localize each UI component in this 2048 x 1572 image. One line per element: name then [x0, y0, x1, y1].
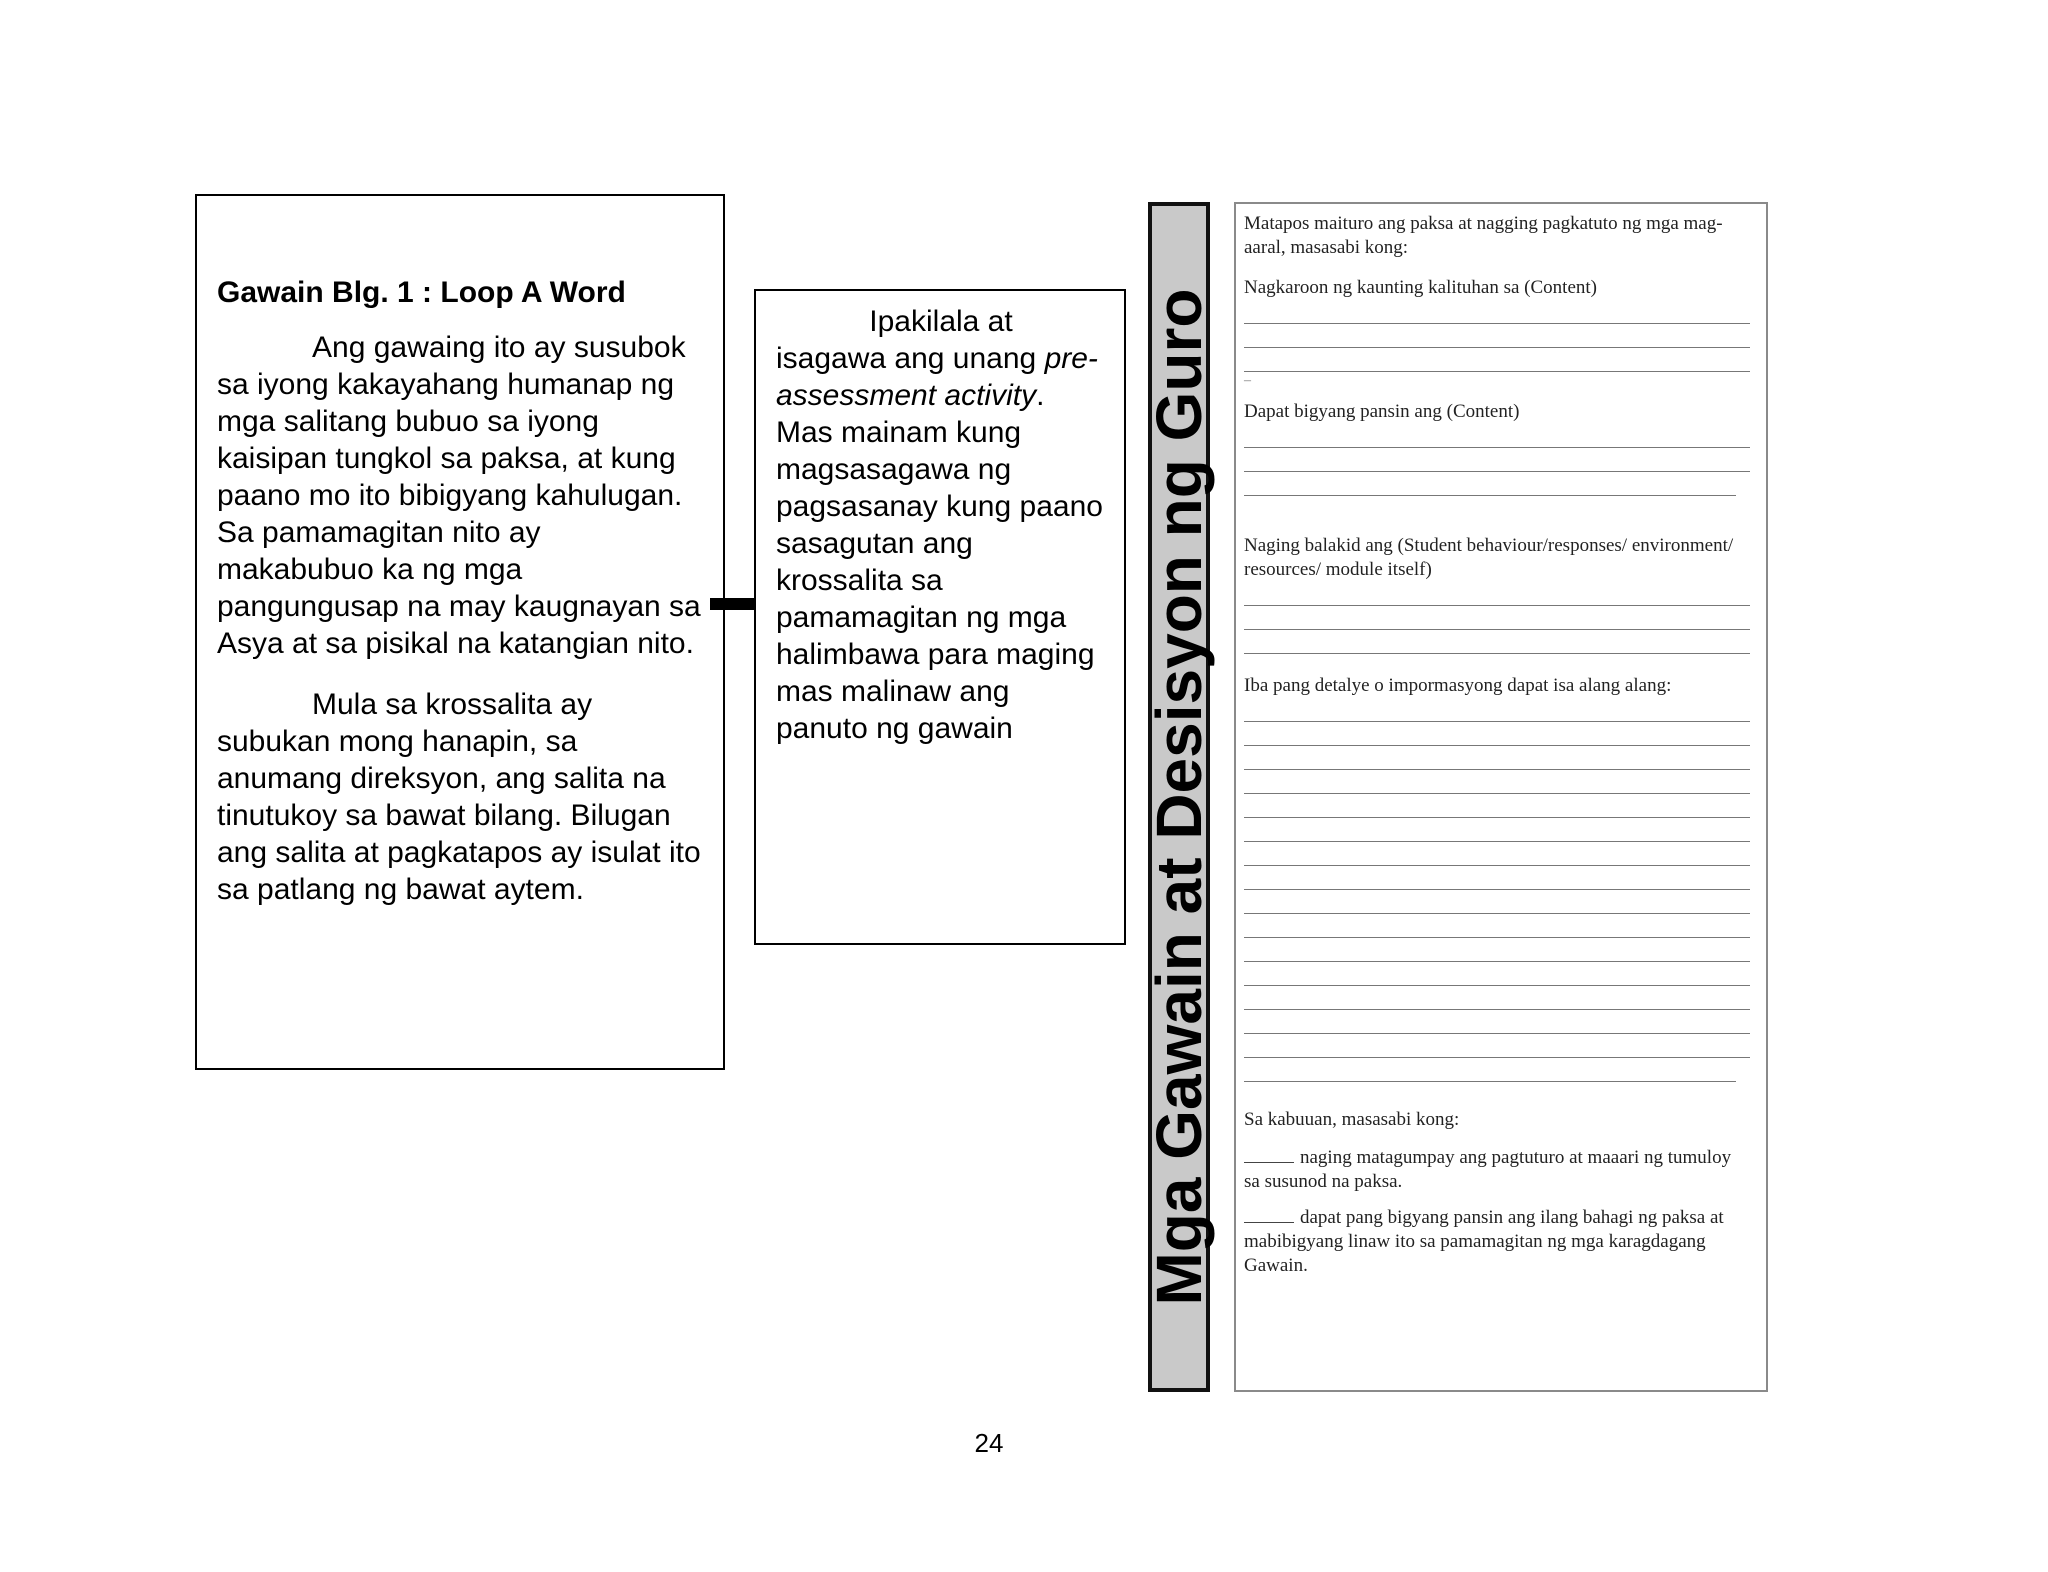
answer-line[interactable] — [1244, 746, 1750, 770]
answer-line[interactable] — [1244, 472, 1736, 496]
form-question-4: Iba pang detalye o impormasyong dapat isa alang alang: — [1244, 675, 1672, 696]
activity-box — [195, 194, 725, 1070]
form-summary: Sa kabuuan, masasabi kong: — [1244, 1109, 1460, 1130]
dash-mark: – — [1244, 373, 1251, 388]
check-blank[interactable] — [1244, 1208, 1294, 1223]
activity-paragraph-2: Mula sa krossalita ay subukan mong hanapin, sa anumang direksyon, ang salita na tinutukoy sa bawat bilang. Bilugan ang salita at pagkatapos ay isulat ito sa patlang ng bawat aytem. — [217, 688, 701, 906]
form-question-1: Nagkaroon ng kaunting kalituhan sa (Content) — [1244, 277, 1598, 298]
answer-line[interactable] — [1244, 722, 1750, 746]
answer-line[interactable] — [1244, 424, 1750, 448]
answer-line[interactable] — [1244, 348, 1750, 372]
form-intro: Matapos maituro ang paksa at nagging pagkatuto ng mga mag-aaral, masasabi kong: — [1244, 213, 1723, 258]
answer-line[interactable] — [1244, 324, 1750, 348]
form-question-3: Naging balakid ang (Student behaviour/responses/ environment/ resources/ module itself) — [1244, 535, 1734, 580]
form-option-1: naging matagumpay ang pagtuturo at maaari ng tumuloy sa susunod na paksa. — [1244, 1147, 1732, 1192]
page-number: 24 — [974, 1428, 1004, 1458]
answer-line[interactable] — [1244, 698, 1750, 722]
answer-line[interactable] — [1244, 582, 1750, 606]
answer-line[interactable] — [1244, 938, 1750, 962]
answer-line[interactable] — [1244, 448, 1750, 472]
activity-title: Gawain Blg. 1 : Loop A Word — [217, 276, 626, 309]
form-option-2: dapat pang bigyang pansin ang ilang bahagi ng paksa at mabibigyang linaw ito sa pamamagitan ng mga karagdagang Gawain. — [1244, 1207, 1724, 1276]
teacher-reflection-form — [1234, 202, 1768, 1392]
teacher-note-text: Ipakilala at isagawa ang unang pre-assessment activity. Mas mainam kung magsasagawa ng pagsasanay kung paano sasagutan ang krossalita sa pamamagitan ng mga halimbawa para maging mas malinaw ang panuto ng gawain — [776, 305, 1103, 745]
side-title-strip — [1143, 202, 1215, 1392]
answer-line[interactable] — [1244, 300, 1750, 324]
answer-line[interactable] — [1244, 890, 1750, 914]
answer-line[interactable] — [1244, 1010, 1750, 1034]
check-blank[interactable] — [1244, 1148, 1294, 1163]
answer-line[interactable] — [1244, 1034, 1750, 1058]
teacher-note-box — [754, 289, 1126, 945]
side-title: Mga Gawain at Desisyon ng Guro — [1143, 288, 1215, 1306]
connector-bar — [710, 598, 754, 610]
answer-line[interactable] — [1244, 770, 1750, 794]
answer-line[interactable] — [1244, 986, 1750, 1010]
activity-paragraph-1: Ang gawaing ito ay susubok sa iyong kakayahang humanap ng mga salitang bubuo sa iyong kaisipan tungkol sa paksa, at kung paano mo ito bibigyang kahulugan. Sa pamamagitan nito ay makabubuo ka ng mga pangungusap na may kaugnayan sa Asya at sa pisikal na katangian nito. — [217, 331, 701, 660]
answer-line[interactable] — [1244, 818, 1750, 842]
answer-line[interactable] — [1244, 842, 1750, 866]
answer-line[interactable] — [1244, 866, 1750, 890]
answer-line[interactable] — [1244, 606, 1750, 630]
answer-line[interactable] — [1244, 914, 1750, 938]
answer-line[interactable] — [1244, 630, 1750, 654]
answer-line[interactable] — [1244, 794, 1750, 818]
answer-line[interactable] — [1244, 962, 1750, 986]
form-question-2: Dapat bigyang pansin ang (Content) — [1244, 401, 1520, 422]
answer-line[interactable] — [1244, 1058, 1736, 1082]
